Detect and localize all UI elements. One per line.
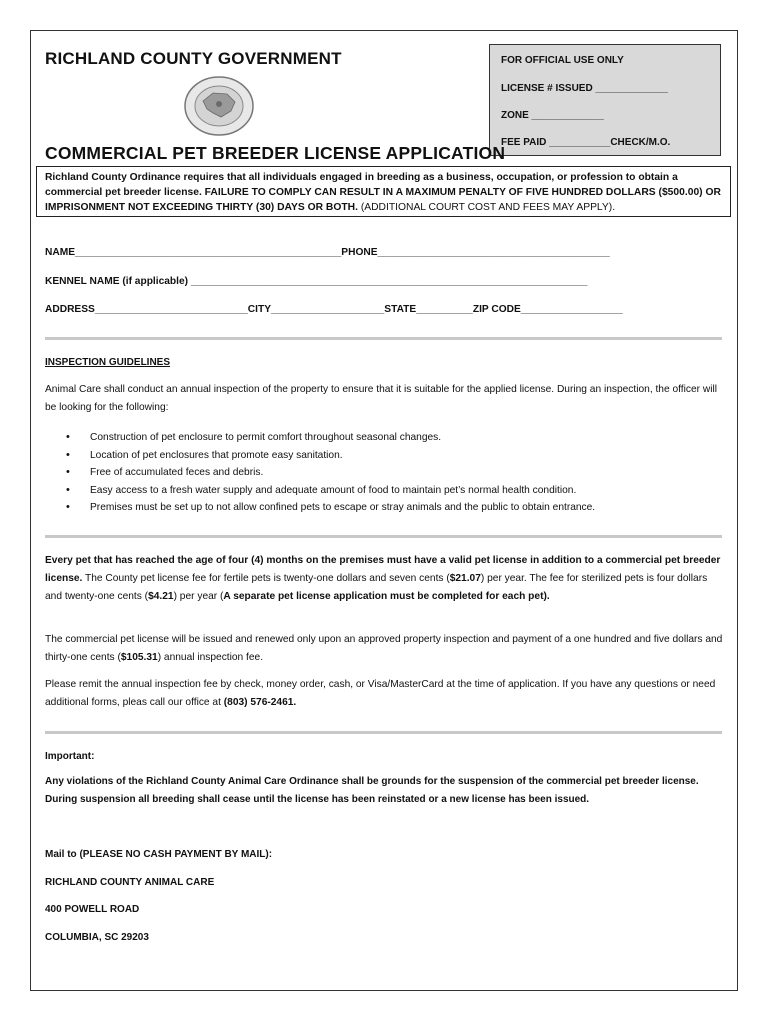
inspection-heading: INSPECTION GUIDELINES [45,357,171,368]
separate-application-note: A separate pet license application must be completed for each pet). [223,591,550,602]
official-use-box [489,44,721,156]
inspection-list [60,429,595,517]
inspection-fee-paragraph [45,631,725,667]
fertile-fee: $21.07 [449,573,481,584]
list-item: • Premises must be set up to not allow confined pets to escape or stray animals and the public to obtain entrance. [60,499,595,517]
divider [45,337,722,340]
mail-address-line: 400 POWELL ROAD [45,904,140,915]
list-item: • Construction of pet enclosure to permit comfort throughout seasonal changes. [60,429,595,447]
sterilized-fee: $4.21 [148,591,174,602]
office-phone: (803) 576-2461. [223,697,297,708]
fee-text: ) per year ( [173,591,224,602]
important-label: Important: [45,751,95,762]
kennel-name-field[interactable]: KENNEL NAME (if applicable) ______________________________________________________________________ [45,276,588,287]
mail-address-line: COLUMBIA, SC 29203 [45,932,149,943]
remit-text: Please remit the annual inspection fee by check, money order, cash, or Visa/MasterCard at the time of application. If you have any questions or need additional forms, pleas call our office at [45,679,716,708]
list-item: • Easy access to a fresh water supply and adequate amount of food to maintain pet’s normal health condition. [60,482,595,500]
license-issued-field: LICENSE # ISSUED _____________ [501,83,668,94]
zone-field: ZONE _____________ [501,110,604,121]
inspection-fee: $105.31 [120,652,158,663]
name-phone-field[interactable]: NAME_______________________________________________PHONE_________________________________________ [45,247,610,258]
fee-paid-field: FEE PAID ___________CHECK/M.O. [501,137,671,148]
notice-cost-text: (ADDITIONAL COURT COST AND FEES MAY APPLY). [357,202,616,213]
official-use-label: FOR OFFICIAL USE ONLY [501,55,624,66]
fee-text: ) annual inspection fee. [157,652,264,663]
address-field[interactable]: ADDRESS___________________________CITY____________________STATE__________ZIP CODE__________________ [45,304,623,315]
divider [45,731,722,734]
notice-bold-text: Richland County Ordinance requires that all individuals engaged in breeding as a business, occupation, or profession to obtain a commercial pet breeder license. FAILURE TO COMPLY CAN RESULT IN A MAXIMUM PENALTY OF FIVE HUNDRED DOLLARS ($500.00) OR IMPRISONMENT NOT EXCEEDING THIRTY (30) DAYS OR BOTH. [45,172,721,213]
ordinance-notice [36,166,731,217]
fee-text: ) per year. The fee for sterilized pets is four dollars and twenty-one cents ( [45,573,708,602]
page-title: RICHLAND COUNTY GOVERNMENT [45,49,342,68]
divider [45,535,722,538]
county-seal-icon [183,75,255,137]
pet-license-paragraph [45,552,725,606]
important-text: Any violations of the Richland County Animal Care Ordinance shall be grounds for the suspension of the commercial pet breeder license. During suspension all breeding shall cease until the license has been reinstated or a new license has been issued. [45,776,699,805]
remittance-paragraph [45,676,725,712]
list-item: • Free of accumulated feces and debris. [60,464,595,482]
list-item: • Location of pet enclosures that promote easy sanitation. [60,447,595,465]
pet-license-requirement: Every pet that has reached the age of four (4) months on the premises must have a valid pet license in addition to a commercial pet breeder license. [45,555,721,584]
fee-text: The commercial pet license will be issued and renewed only upon an approved property inspection and payment of a one hundred and five dollars and thirty-one cents ( [45,634,723,663]
mail-to-label: Mail to (PLEASE NO CASH PAYMENT BY MAIL): [45,849,273,860]
fee-text: The County pet license fee for fertile pets is twenty-one dollars and seven cents ( [82,573,450,584]
mail-address-line: RICHLAND COUNTY ANIMAL CARE [45,877,215,888]
form-title: COMMERCIAL PET BREEDER LICENSE APPLICATION [45,143,506,163]
inspection-intro: Animal Care shall conduct an annual inspection of the property to ensure that it is suitable for the applied license. During an inspection, the officer will be looking for the following: [45,384,718,413]
